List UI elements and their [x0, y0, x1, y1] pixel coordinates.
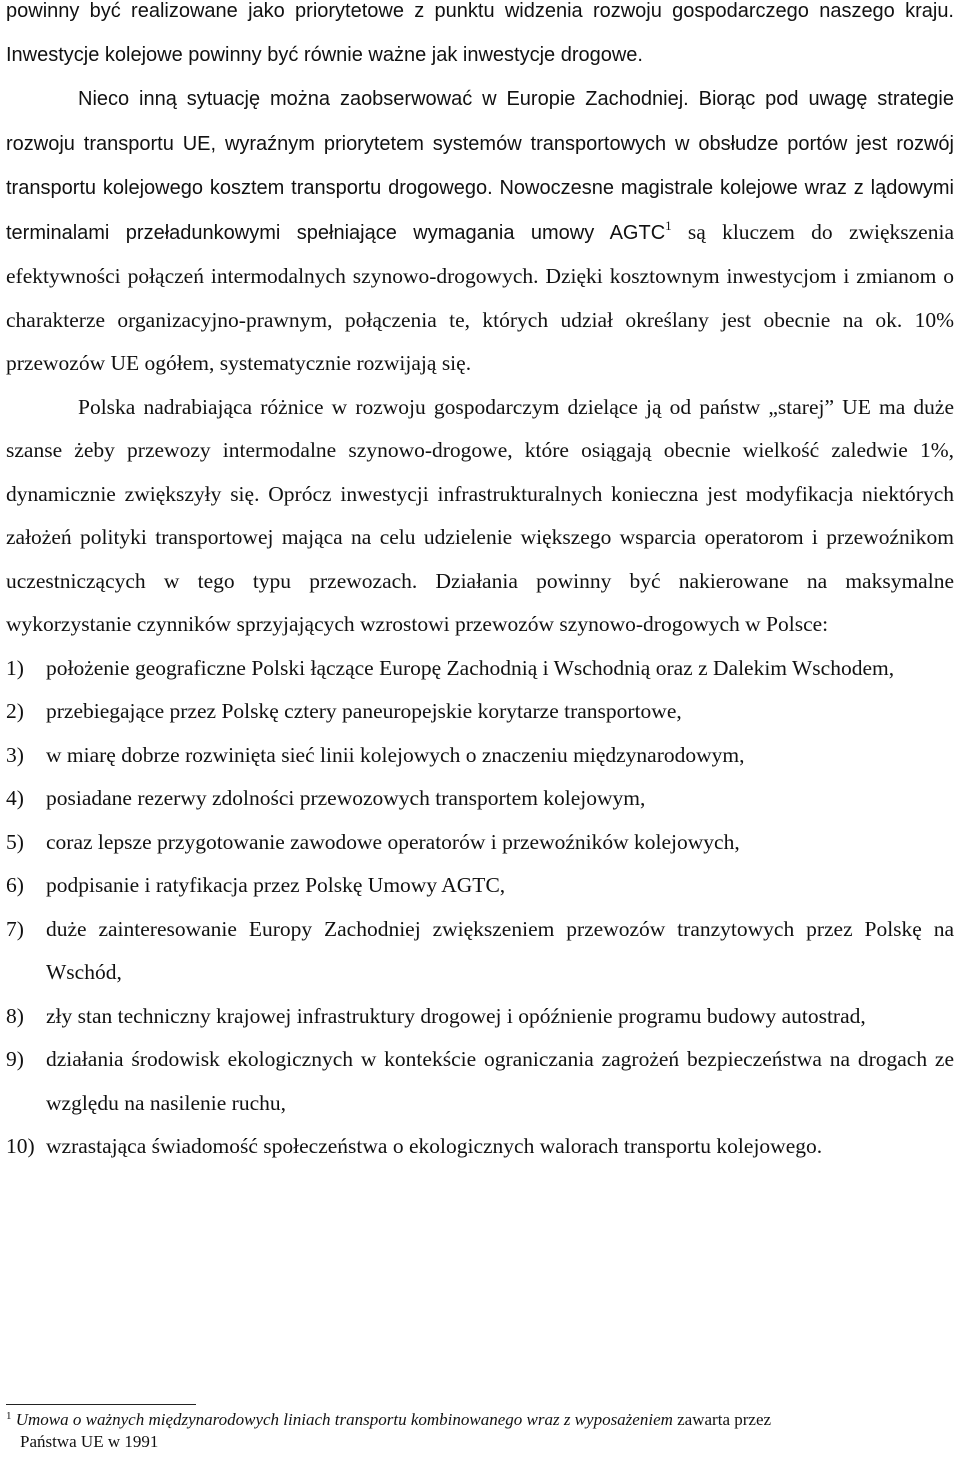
footnote-title: Umowa o ważnych międzynarodowych liniach transportu kombinowanego wraz z wyposażeniem: [15, 1410, 673, 1429]
list-item: [6, 1038, 954, 1125]
list-item-text: duże zainteresowanie Europy Zachodniej zwiększeniem przewozów tranzytowych przez Polskę na Wschód,: [46, 916, 954, 984]
list-item-number: 7): [6, 916, 24, 941]
list-item-number: 9): [6, 1047, 24, 1071]
list-item-text: działania środowisk ekologicznych w kontekście ograniczania zagrożeń bezpieczeństwa na drogach ze względu na nasilenie ruchu,: [46, 1047, 954, 1115]
paragraph-text-part2: są kluczem do zwiększenia efektywności połączeń intermodalnych szynowo-drogowych. Dzięki kosztownym inwestycjom i zmianom o charakterze organizacyjno-prawnym, połączenia te, których udział określany jest obecnie na ok. 10% przewozów UE ogółem, systematycznie rozwijają się.: [6, 219, 954, 375]
paragraph-text: powinny być realizowane jako priorytetowe z punktu widzenia rozwoju gospodarczego naszego kraju. Inwestycje kolejowe powinny być równie ważne jak inwestycje drogowe.: [6, 0, 954, 66]
list-item-text: posiadane rezerwy zdolności przewozowych transportem kolejowym,: [46, 786, 646, 810]
footnote-text: zawarta przez: [672, 1410, 772, 1429]
paragraph-poland: [6, 386, 954, 647]
footnote-marker: 1: [6, 1410, 12, 1422]
paragraph-western-europe: [6, 77, 954, 386]
footnote-text-line2: Państwa UE w 1991: [20, 1432, 159, 1451]
list-item: [6, 690, 954, 734]
list-item-number: 6): [6, 873, 24, 897]
list-item: [6, 777, 954, 821]
list-item-number: 10): [6, 1134, 35, 1158]
list-item: [6, 1125, 954, 1169]
list-item-text: przebiegające przez Polskę cztery paneuropejskie korytarze transportowe,: [46, 699, 682, 723]
list-item: [6, 647, 954, 691]
footnote: [6, 1409, 946, 1453]
list-item: [6, 995, 954, 1039]
footnote-reference: 1: [665, 217, 672, 233]
list-item-text: położenie geograficzne Polski łączące Europę Zachodnią i Wschodnią oraz z Dalekim Wschodem,: [46, 655, 895, 680]
list-item-text: w miarę dobrze rozwinięta sieć linii kolejowych o znaczeniu międzynarodowym,: [46, 742, 745, 767]
list-item-number: 5): [6, 829, 24, 854]
list-item-text: podpisanie i ratyfikacja przez Polskę Umowy AGTC,: [46, 873, 506, 897]
list-item-text: zły stan techniczny krajowej infrastruktury drogowej i opóźnienie programu budowy autostrad,: [46, 1003, 866, 1028]
factors-list: [6, 647, 954, 1169]
list-item: [6, 734, 954, 778]
list-item-text: wzrastająca świadomość społeczeństwa o ekologicznych walorach transportu kolejowego.: [46, 1134, 823, 1158]
list-item-number: 3): [6, 742, 24, 767]
footnote-divider: [6, 1404, 196, 1405]
list-item-text: coraz lepsze przygotowanie zawodowe operatorów i przewoźników kolejowych,: [46, 829, 740, 854]
list-item: [6, 821, 954, 865]
list-item-number: 2): [6, 699, 24, 723]
paragraph-continuation: [6, 0, 954, 77]
list-item: [6, 908, 954, 995]
list-item: [6, 864, 954, 908]
list-item-number: 1): [6, 655, 24, 680]
list-item-number: 4): [6, 786, 24, 810]
list-item-number: 8): [6, 1003, 24, 1028]
paragraph-text-part1: Nieco inną sytuację można zaobserwować w Europie Zachodniej. Biorąc pod uwagę strategie rozwoju transportu UE, wyraźnym priorytetem systemów transportowych w obsłudze portów jest rozwój transportu kolejowego kosztem transportu drogowego. Nowoczesne magistrale kolejowe wraz z lądowymi terminalami przeładunkowymi spełniające wymagania umowy AGTC: [6, 88, 954, 244]
paragraph-text: Polska nadrabiająca różnice w rozwoju gospodarczym dzielące ją od państw „starej” UE ma duże szanse żeby przewozy intermodalne szynowo-drogowe, które osiągają obecnie wielkość zaledwie 1%, dynamicznie zwiększyły się. Oprócz inwestycji infrastrukturalnych konieczna jest modyfikacja niektórych założeń polityki transportowej mająca na celu udzielenie większego wsparcia operatorom i przewoźnikom uczestniczących w tego typu przewozach. Działania powinny być nakierowane na maksymalne wykorzystanie czynników sprzyjających wzrostowi przewozów szynowo-drogowych w Polsce:: [6, 394, 954, 636]
